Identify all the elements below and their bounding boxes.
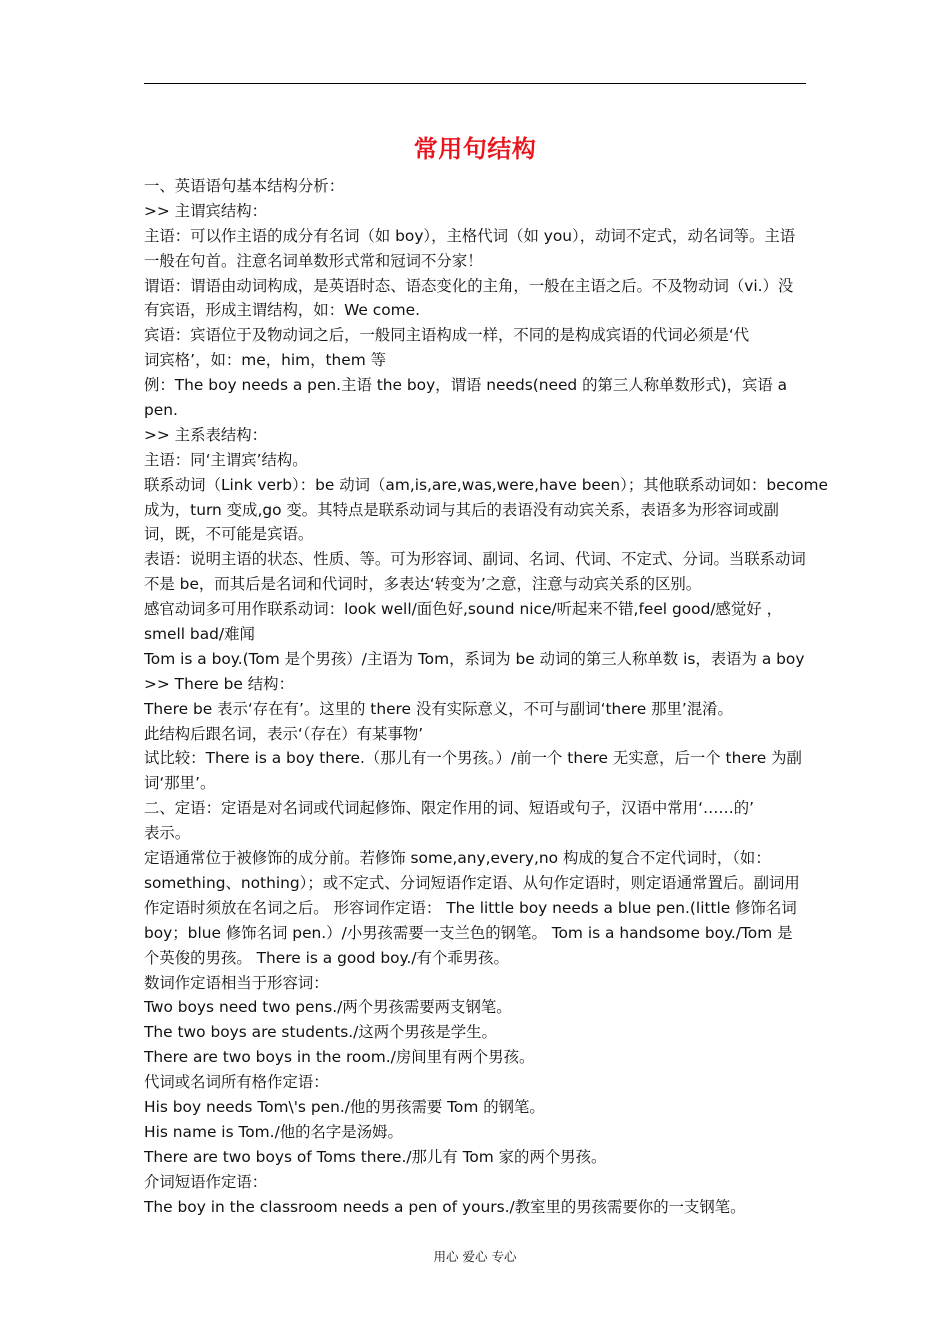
text-line: 不是 be，而其后是名词和代词时，多表达‘转变为’之意，注意与动宾关系的区别。	[144, 575, 702, 594]
text-line: 试比较：There is a boy there.（那儿有一个男孩。）/前一个 there 无实意，后一个 there 为副	[144, 749, 802, 768]
text-line: >> 主谓宾结构：	[144, 201, 268, 220]
text-line: 成为，turn 变成,go 变。其特点是联系动词与其后的表语没有动宾关系，表语多为形容词或副	[144, 500, 779, 519]
text-line: 词宾格’，如：me，him，them 等	[144, 351, 387, 370]
text-line: There be 表示‘存在有’。这里的 there 没有实际意义，不可与副词‘there 那里’混淆。	[144, 699, 733, 718]
text-line: 词，既，不可能是宾语。	[144, 525, 314, 544]
text-line: smell bad/难闻	[144, 625, 255, 644]
text-line: something、nothing）；或不定式、分词短语作定语、从句作定语时，则定语通常置后。副词用	[144, 873, 800, 892]
document-title: 常用句结构	[413, 135, 537, 163]
text-line: 宾语：宾语位于及物动词之后，一般同主语构成一样，不同的是构成宾语的代词必须是‘代	[144, 326, 750, 345]
text-line: 有宾语，形成主谓结构，如：We come.	[144, 301, 420, 320]
text-line: 主语：可以作主语的成分有名词（如 boy），主格代词（如 you），动词不定式，动名词等。主语	[144, 226, 796, 245]
text-line: pen.	[144, 401, 178, 420]
document-body	[144, 174, 828, 1219]
text-line: Two boys need two pens./两个男孩需要两支钢笔。	[144, 998, 512, 1017]
text-line: Tom is a boy.(Tom 是个男孩）/主语为 Tom，系词为 be 动词的第三人称单数 is，表语为 a boy	[144, 649, 805, 668]
text-line: His name is Tom./他的名字是汤姆。	[144, 1122, 403, 1141]
text-line: 介词短语作定语：	[144, 1172, 268, 1191]
text-line: 词‘那里’。	[144, 774, 216, 793]
text-line: >> 主系表结构：	[144, 425, 268, 444]
text-line: 感官动词多可用作联系动词：look well/面色好,sound nice/听起来不错,feel good/感觉好 ，	[144, 600, 782, 619]
text-line: 一般在句首。注意名词单数形式常和冠词不分家！	[144, 251, 483, 270]
text-line: 数词作定语相当于形容词：	[144, 973, 329, 992]
text-line: >> There be 结构：	[144, 674, 294, 693]
text-line: There are two boys in the room./房间里有两个男孩。	[144, 1048, 535, 1067]
page-footer: 用心 爱心 专心	[433, 1249, 517, 1264]
text-line: 联系动词（Link verb）：be 动词（am,is,are,was,were,have been）；其他联系动词如：become	[144, 475, 828, 494]
text-line: 个英俊的男孩。 There is a good boy./有个乖男孩。	[144, 948, 509, 967]
text-line: 此结构后跟名词，表示‘（存在）有某事物’	[144, 724, 424, 743]
text-line: There are two boys of Toms there./那儿有 Tom 家的两个男孩。	[144, 1147, 607, 1166]
text-line: boy；blue 修饰名词 pen.）/小男孩需要一支兰色的钢笔。 Tom is a handsome boy./Tom 是	[144, 923, 793, 942]
text-line: 谓语：谓语由动词构成，是英语时态、语态变化的主角，一般在主语之后。不及物动词（vi.）没	[144, 276, 794, 295]
header-rule	[144, 83, 806, 84]
text-line: 一、英语语句基本结构分析：	[144, 177, 345, 195]
text-line: His boy needs Tom\'s pen./他的男孩需要 Tom 的钢笔。	[144, 1097, 545, 1116]
text-line: 代词或名词所有格作定语：	[144, 1073, 329, 1092]
text-line: 作定语时须放在名词之后。 形容词作定语： The little boy needs a blue pen.(little 修饰名词	[144, 898, 797, 917]
text-line: 表示。	[144, 824, 191, 843]
text-line: 表语：说明主语的状态、性质、等。可为形容词、副词、名词、代词、不定式、分词。当联系动词	[144, 550, 806, 569]
text-line: 主语：同‘主谓宾’结构。	[144, 450, 308, 469]
text-line: 定语通常位于被修饰的成分前。若修饰 some,any,every,no 构成的复合不定代词时，（如：	[144, 849, 771, 868]
text-line: 例：The boy needs a pen.主语 the boy，谓语 needs(need 的第三人称单数形式)，宾语 a	[144, 376, 788, 395]
text-line: The two boys are students./这两个男孩是学生。	[144, 1023, 497, 1042]
text-line: 二、定语：定语是对名词或代词起修饰、限定作用的词、短语或句子，汉语中常用‘……的’	[144, 799, 755, 818]
text-line: The boy in the classroom needs a pen of yours./教室里的男孩需要你的一支钢笔。	[144, 1197, 746, 1216]
